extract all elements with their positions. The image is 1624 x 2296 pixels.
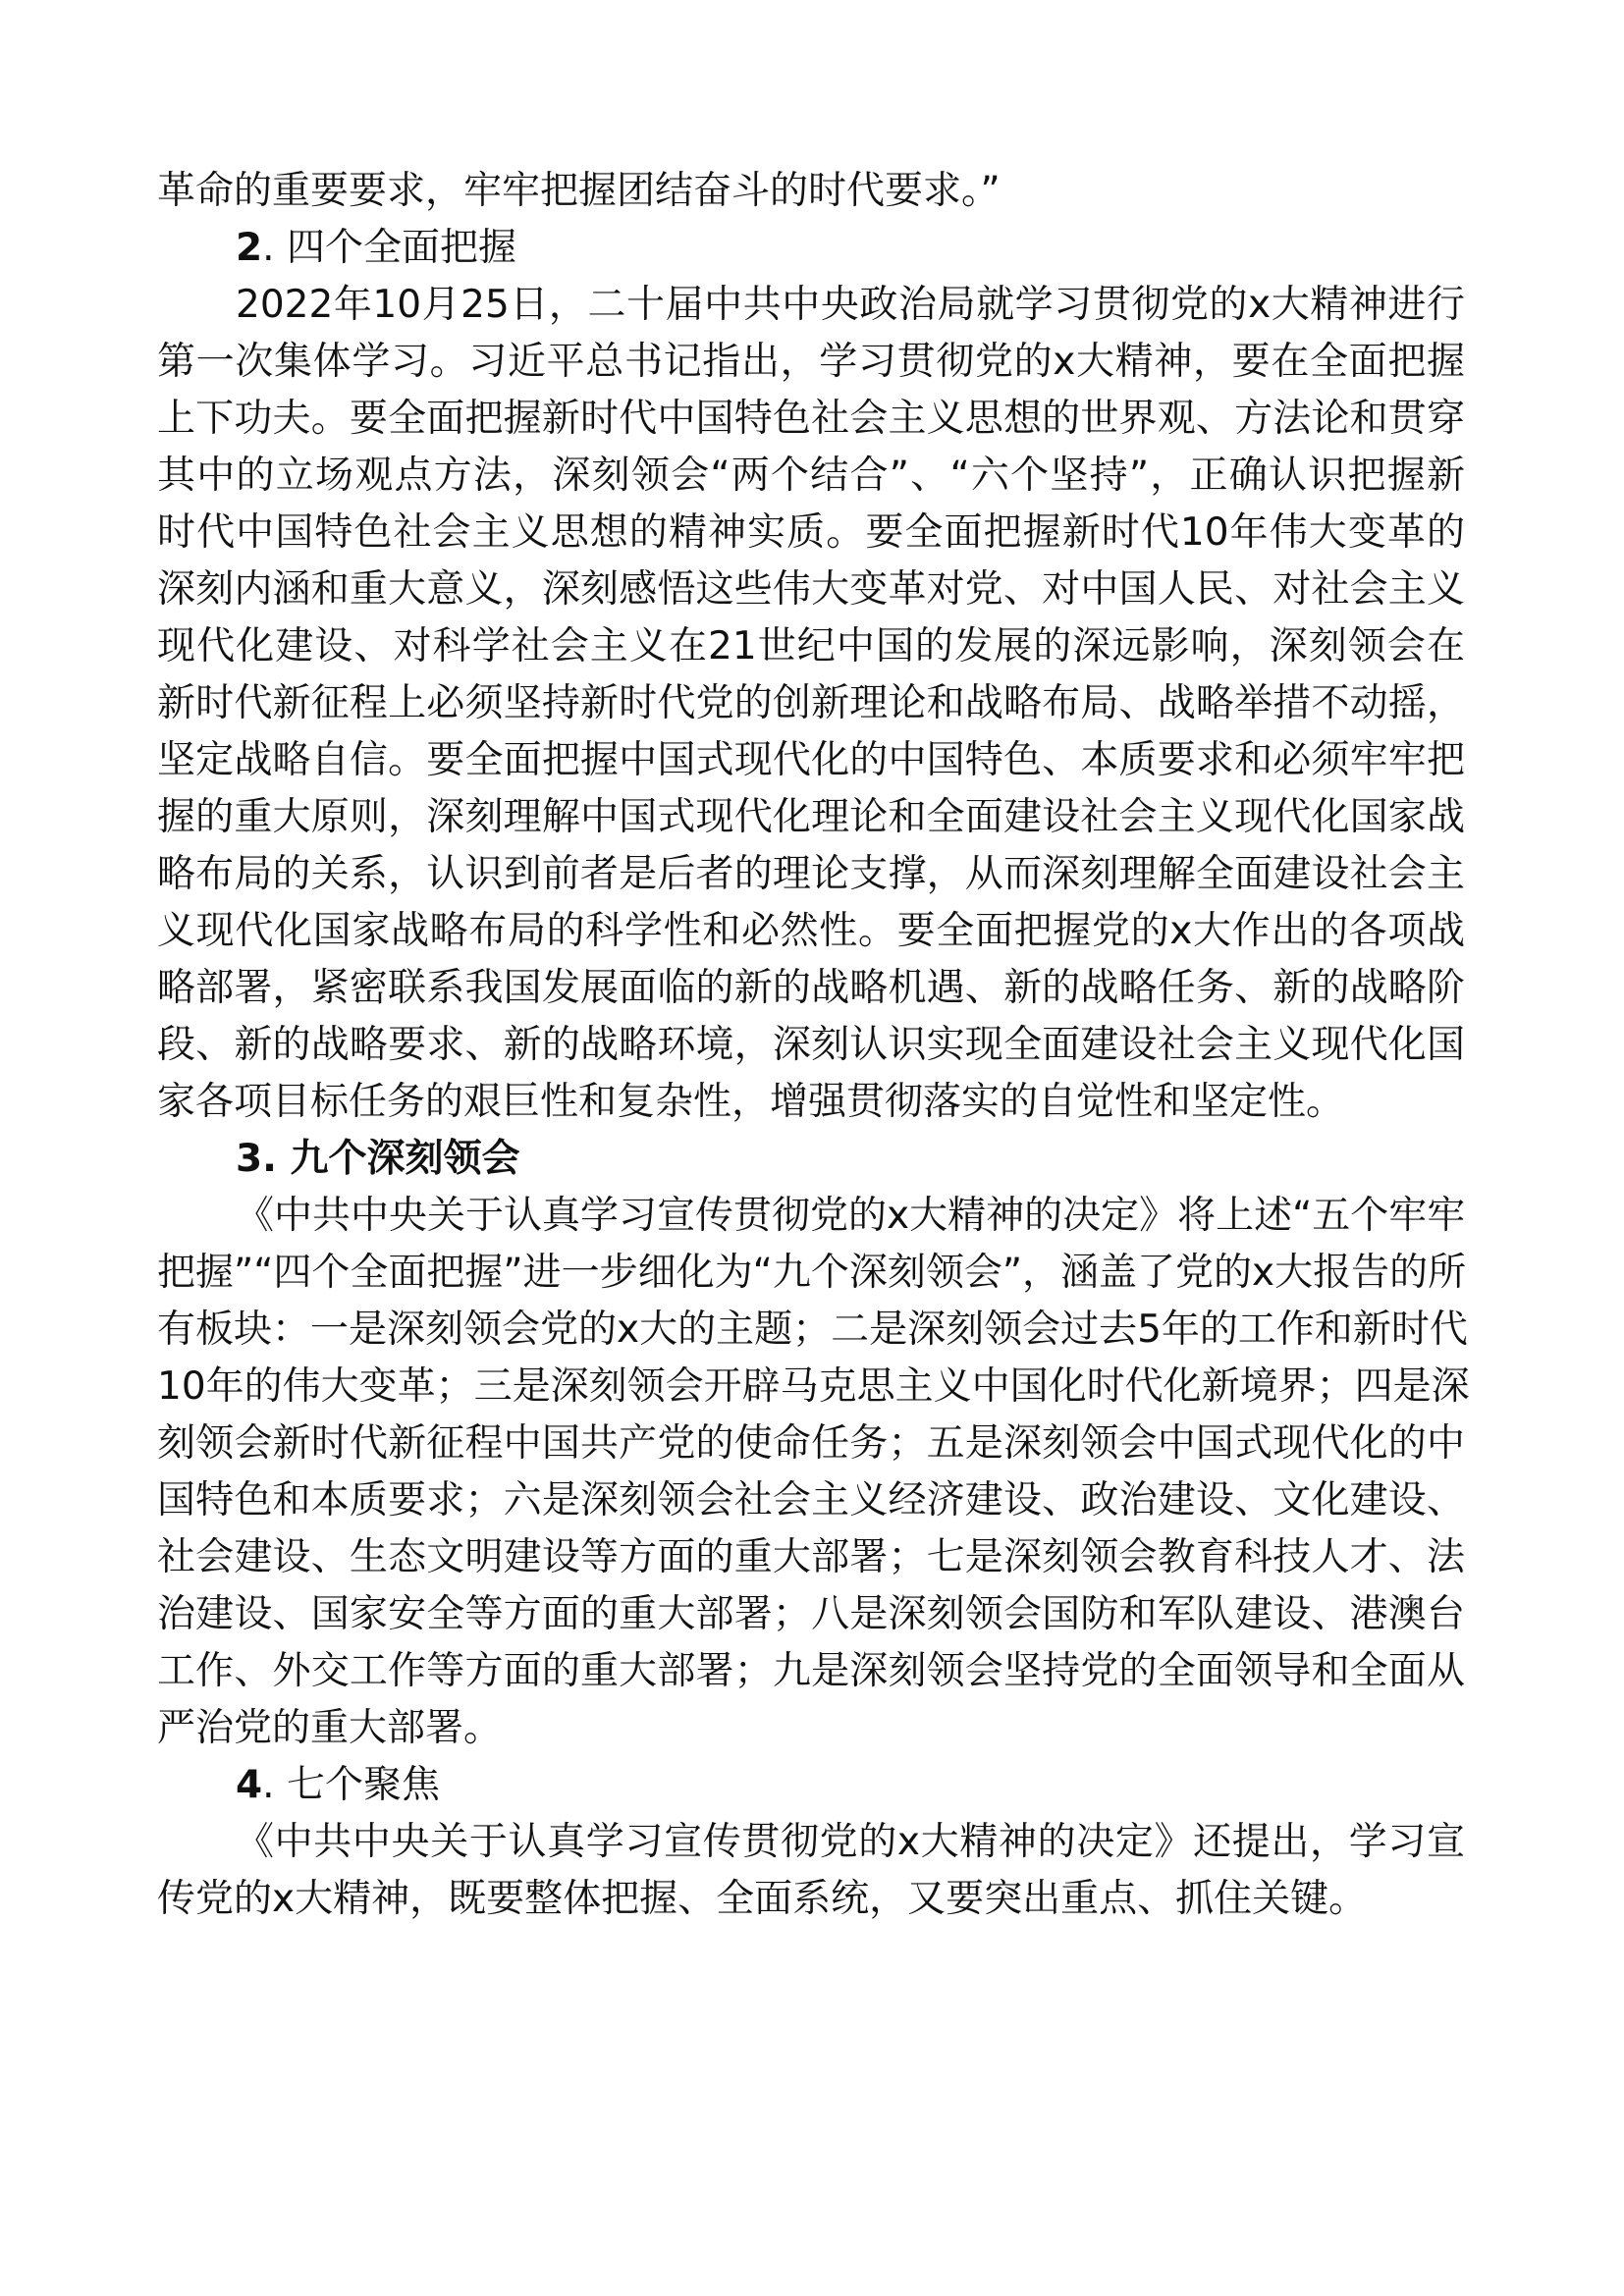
paragraph: [157, 277, 1465, 1131]
text-line: 工作、外交工作等方面的重大部署；九是深刻领会坚持党的全面领导和全面从: [157, 1649, 1465, 1693]
section-title: 四个全面把握: [286, 226, 516, 270]
section-heading: [157, 1757, 1465, 1814]
text-line: 略部署，紧密联系我国发展面临的新的战略机遇、新的战略任务、新的战略阶: [157, 966, 1465, 1010]
text-line: 有板块：一是深刻领会党的x大的主题；二是深刻领会过去5年的工作和新时代: [157, 1308, 1468, 1352]
text-line: 上下功夫。要全面把握新时代中国特色社会主义思想的世界观、方法论和贯穿: [157, 397, 1465, 441]
text-line: 社会建设、生态文明建设等方面的重大部署；七是深刻领会教育科技人才、法: [157, 1535, 1465, 1579]
section-number: 2: [236, 226, 263, 270]
paragraph: [157, 163, 1465, 220]
text-line: 《中共中央关于认真学习宣传贯彻党的x大精神的决定》将上述“五个牢牢: [236, 1194, 1466, 1238]
text-line: 家各项目标任务的艰巨性和复杂性，增强贯彻落实的自觉性和坚定性。: [157, 1080, 1345, 1124]
text-line: 严治党的重大部署。: [157, 1706, 503, 1750]
text-line: 时代中国特色社会主义思想的精神实质。要全面把握新时代10年伟大变革的: [157, 510, 1465, 555]
text-line: 段、新的战略要求、新的战略环境，深刻认识实现全面建设社会主义现代化国: [157, 1023, 1465, 1067]
text-line: 刻领会新时代新征程中国共产党的使命任务；五是深刻领会中国式现代化的中: [157, 1421, 1465, 1466]
section-title: 九个深刻领会: [290, 1137, 520, 1181]
section-heading: [157, 1131, 1465, 1188]
section-heading: [157, 220, 1465, 277]
document-page: [157, 163, 1470, 1928]
section-number: 4: [236, 1763, 263, 1807]
text-line: 义现代化国家战略布局的科学性和必然性。要全面把握党的x大作出的各项战: [157, 909, 1465, 953]
section-number: 3: [236, 1137, 263, 1181]
text-line: 2022年10月25日，二十届中共中央政治局就学习贯彻党的x大精神进行: [236, 283, 1465, 327]
text-line: 握的重大原则，深刻理解中国式现代化理论和全面建设社会主义现代化国家战: [157, 795, 1465, 839]
text-line: 深刻内涵和重大意义，深刻感悟这些伟大变革对党、对中国人民、对社会主义: [157, 567, 1465, 612]
section-separator: .: [262, 1137, 291, 1181]
text-line: 传党的x大精神，既要整体把握、全面系统，又要突出重点、抓住关键。: [157, 1877, 1368, 1921]
text-line: 第一次集体学习。习近平总书记指出，学习贯彻党的x大精神，要在全面把握: [157, 340, 1465, 384]
text-line: 其中的立场观点方法，深刻领会“两个结合”、“六个坚持”，正确认识把握新: [157, 454, 1465, 498]
text-line: 治建设、国家安全等方面的重大部署；八是深刻领会国防和军队建设、港澳台: [157, 1592, 1465, 1636]
text-line: 《中共中央关于认真学习宣传贯彻党的x大精神的决定》还提出，学习宣: [236, 1820, 1465, 1864]
section-separator: .: [262, 226, 287, 270]
text-line: 坚定战略自信。要全面把握中国式现代化的中国特色、本质要求和必须牢牢把: [157, 738, 1465, 782]
text-line: 把握”“四个全面把握”进一步细化为“九个深刻领会”，涵盖了党的x大报告的所: [157, 1251, 1467, 1295]
text-line: 新时代新征程上必须坚持新时代党的创新理论和战略布局、战略举措不动摇，: [157, 681, 1465, 725]
text-line: 10年的伟大变革；三是深刻领会开辟马克思主义中国化时代化新境界；四是深: [157, 1364, 1470, 1409]
paragraph: [157, 1814, 1465, 1928]
text-line: 略布局的关系，认识到前者是后者的理论支撑，从而深刻理解全面建设社会主: [157, 852, 1465, 896]
text-line: 国特色和本质要求；六是深刻领会社会主义经济建设、政治建设、文化建设、: [157, 1478, 1465, 1522]
section-title: 七个聚焦: [286, 1763, 440, 1807]
text-line: 革命的重要要求，牢牢把握团结奋斗的时代要求。”: [157, 169, 1001, 213]
text-line: 现代化建设、对科学社会主义在21世纪中国的发展的深远影响，深刻领会在: [157, 624, 1465, 668]
section-separator: .: [262, 1763, 287, 1807]
paragraph: [157, 1188, 1470, 1757]
